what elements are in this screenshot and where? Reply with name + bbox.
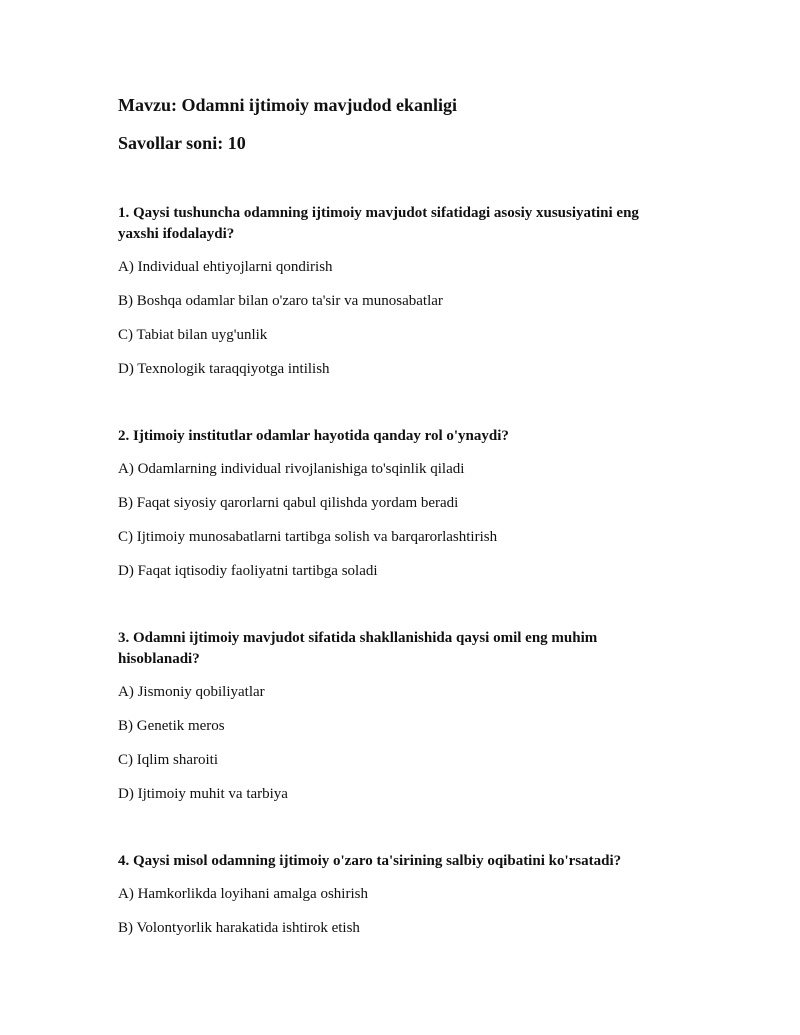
option-a: A) Hamkorlikda loyihani amalga oshirish <box>118 886 368 902</box>
option-c: C) Ijtimoiy munosabatlarni tartibga solish va barqarorlashtirish <box>118 529 498 545</box>
option-a: A) Odamlarning individual rivojlanishiga to'sqinlik qiladi <box>118 461 465 477</box>
option-b: B) Genetik meros <box>118 718 225 734</box>
option-d: D) Texnologik taraqqiyotga intilish <box>118 361 330 377</box>
answer-options <box>118 885 678 937</box>
question-4 <box>118 851 678 937</box>
answer-options <box>118 258 678 378</box>
option-b: B) Faqat siyosiy qarorlarni qabul qilishda yordam beradi <box>118 495 459 511</box>
question-count: Savollar soni: 10 <box>118 133 246 153</box>
option-a: A) Individual ehtiyojlarni qondirish <box>118 259 333 275</box>
option-d: D) Ijtimoiy muhit va tarbiya <box>118 786 288 802</box>
question-text: 3. Odamni ijtimoiy mavjudot sifatida shakllanishida qaysi omil eng muhim hisoblanadi? <box>118 630 598 667</box>
option-d: D) Faqat iqtisodiy faoliyatni tartibga soladi <box>118 563 378 579</box>
question-text: 2. Ijtimoiy institutlar odamlar hayotida qanday rol o'ynaydi? <box>118 428 509 444</box>
answer-options <box>118 683 678 803</box>
option-c: C) Tabiat bilan uyg'unlik <box>118 327 268 343</box>
option-c: C) Iqlim sharoiti <box>118 752 218 768</box>
option-a: A) Jismoniy qobiliyatlar <box>118 684 265 700</box>
answer-options <box>118 460 678 580</box>
question-text: 4. Qaysi misol odamning ijtimoiy o'zaro ta'sirining salbiy oqibatini ko'rsatadi? <box>118 853 622 869</box>
topic-title: Mavzu: Odamni ijtimoiy mavjudod ekanligi <box>118 95 458 115</box>
option-b: B) Volontyorlik harakatida ishtirok etish <box>118 920 360 936</box>
question-2 <box>118 426 678 580</box>
question-1 <box>118 203 678 378</box>
question-3 <box>118 628 678 803</box>
option-b: B) Boshqa odamlar bilan o'zaro ta'sir va munosabatlar <box>118 293 443 309</box>
question-text: 1. Qaysi tushuncha odamning ijtimoiy mavjudot sifatidagi asosiy xususiyatini eng yaxshi ifodalaydi? <box>118 205 639 242</box>
